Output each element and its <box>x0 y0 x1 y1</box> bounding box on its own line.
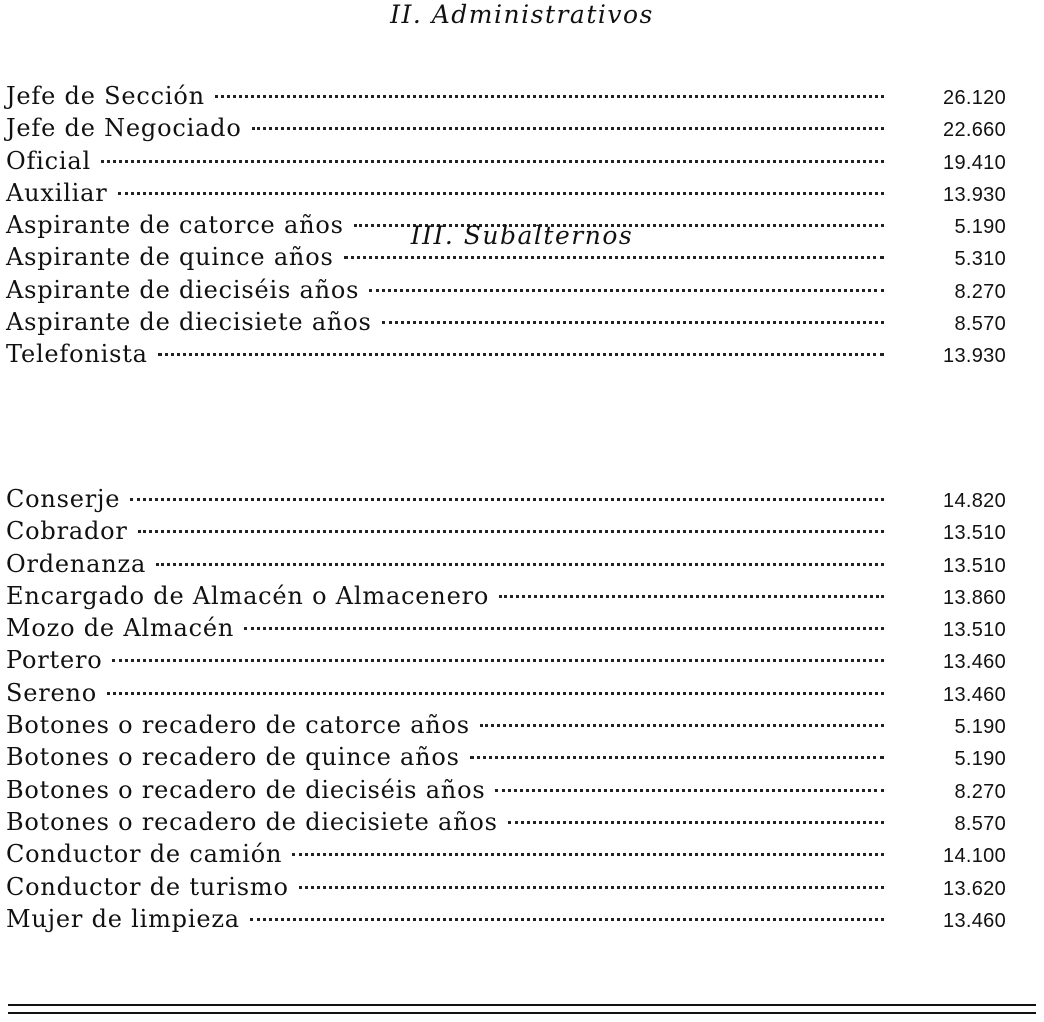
row-label: Encargado de Almacén o Almacenero <box>6 581 490 610</box>
table-row <box>6 515 1006 547</box>
table-row <box>6 806 1006 838</box>
row-label: Telefonista <box>6 340 148 369</box>
dot-leader <box>499 595 884 598</box>
row-value: 13.930 <box>943 345 1006 368</box>
row-value: 13.510 <box>943 619 1006 642</box>
row-value: 5.190 <box>954 216 1006 239</box>
table-row <box>6 338 1006 370</box>
row-label: Ordenanza <box>6 549 147 578</box>
table-row <box>6 112 1006 144</box>
row-label: Conductor de camión <box>6 840 283 869</box>
row-label: Jefe de Negociado <box>6 114 242 143</box>
dot-leader <box>508 821 884 824</box>
table-row <box>6 644 1006 676</box>
table-row <box>6 177 1006 209</box>
row-label: Conductor de turismo <box>6 872 289 901</box>
row-value: 13.930 <box>943 183 1006 206</box>
row-label: Mozo de Almacén <box>6 614 235 643</box>
table-row <box>6 871 1006 903</box>
dot-leader <box>382 321 884 324</box>
row-value: 13.510 <box>943 554 1006 577</box>
dot-leader <box>344 256 884 259</box>
row-label: Cobrador <box>6 517 128 546</box>
row-label: Sereno <box>6 678 98 707</box>
row-value: 14.100 <box>943 845 1006 868</box>
table-row <box>6 145 1006 177</box>
row-value: 8.270 <box>954 280 1006 303</box>
table-row <box>6 580 1006 612</box>
dot-leader <box>252 127 884 130</box>
row-value: 13.460 <box>943 909 1006 932</box>
table-row <box>6 677 1006 709</box>
row-value: 5.190 <box>954 748 1006 771</box>
table-row <box>6 306 1006 338</box>
row-label: Auxiliar <box>6 178 108 207</box>
row-label: Aspirante de dieciséis años <box>6 275 360 304</box>
dot-leader <box>130 498 884 501</box>
dot-leader <box>495 789 884 792</box>
table-row <box>6 80 1006 112</box>
row-label: Jefe de Sección <box>6 82 205 110</box>
dot-leader <box>138 530 884 533</box>
row-value: 5.310 <box>954 248 1006 271</box>
footer-double-rule-bottom <box>8 1012 1036 1014</box>
table-row <box>6 903 1006 935</box>
dot-leader <box>480 724 884 727</box>
dot-leader <box>292 853 884 856</box>
row-value: 19.410 <box>943 151 1006 174</box>
section-title-subalternos: III. Subalternos <box>410 221 634 250</box>
row-value: 22.660 <box>943 119 1006 142</box>
dot-leader <box>107 692 884 695</box>
row-value: 14.820 <box>943 490 1006 512</box>
row-label: Botones o recadero de catorce años <box>6 711 470 740</box>
row-value: 13.460 <box>943 683 1006 706</box>
row-label: Botones o recadero de dieciséis años <box>6 775 486 804</box>
table-row <box>6 483 1006 515</box>
dot-leader <box>250 918 884 921</box>
dot-leader <box>118 192 884 195</box>
dot-leader <box>244 627 884 630</box>
dot-leader <box>369 289 884 292</box>
table-row <box>6 741 1006 773</box>
row-value: 5.190 <box>954 716 1006 739</box>
table-row <box>6 274 1006 306</box>
dot-leader <box>158 353 884 356</box>
salary-table-subalternos <box>6 483 1006 935</box>
dot-leader <box>299 886 884 889</box>
row-label: Oficial <box>6 146 91 175</box>
row-value: 8.270 <box>954 780 1006 803</box>
footer-double-rule-top <box>8 1004 1036 1006</box>
row-value: 13.620 <box>943 877 1006 900</box>
section-title-administrativos: II. Administrativos <box>390 0 654 29</box>
table-row <box>6 838 1006 870</box>
table-row <box>6 548 1006 580</box>
row-label: Portero <box>6 646 103 675</box>
row-label: Botones o recadero de quince años <box>6 743 460 772</box>
table-row <box>6 709 1006 741</box>
row-label: Aspirante de catorce años <box>6 211 344 240</box>
row-label: Conserje <box>6 485 121 513</box>
row-value: 13.510 <box>943 522 1006 545</box>
dot-leader <box>112 659 884 662</box>
dot-leader <box>101 160 884 163</box>
dot-leader <box>215 95 884 98</box>
row-value: 8.570 <box>954 313 1006 336</box>
table-row <box>6 612 1006 644</box>
row-label: Botones o recadero de diecisiete años <box>6 807 498 836</box>
dot-leader <box>470 756 884 759</box>
dot-leader <box>156 563 884 566</box>
row-value: 8.570 <box>954 812 1006 835</box>
row-label: Aspirante de quince años <box>6 243 334 272</box>
row-value: 26.120 <box>943 87 1006 109</box>
row-label: Aspirante de diecisiete años <box>6 308 372 337</box>
row-label: Mujer de limpieza <box>6 904 240 933</box>
table-row <box>6 774 1006 806</box>
row-value: 13.460 <box>943 651 1006 674</box>
row-value: 13.860 <box>943 586 1006 609</box>
